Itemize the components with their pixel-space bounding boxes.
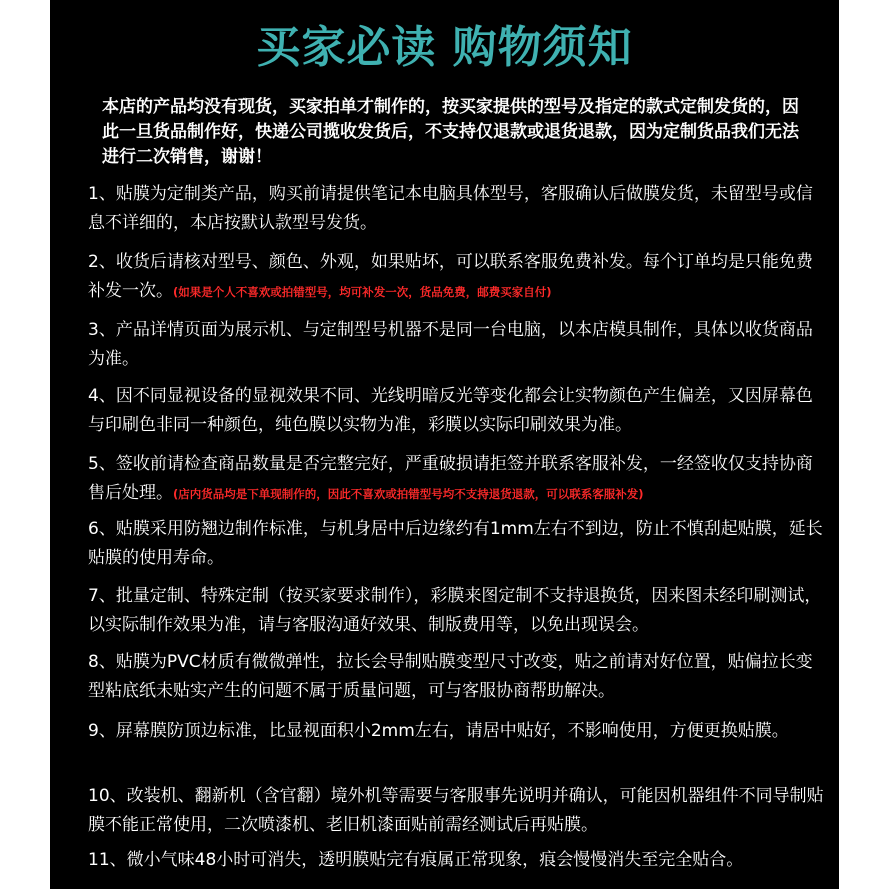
item-text: 5、签收前请检查商品数量是否完整完好，严重破损请拒签并联系客服补发，一经签收仅支持协商售后处理。: [88, 454, 813, 503]
item-note: (如果是个人不喜欢或拍错型号，均可补发一次，货品免费，邮费买家自付): [173, 285, 552, 299]
item-text: 8、贴膜为PVC材质有微微弹性，拉长会导制贴膜变型尺寸改变，贴之前请对好位置，贴偏拉长变型粘底纸未贴实产生的问题不属于质量问题，可与客服协商帮助解决。: [88, 652, 813, 701]
item-text: 6、贴膜采用防翘边制作标准，与机身居中后边缘约有1mm左右不到边，防止不慎刮起贴膜，延长贴膜的使用寿命。: [88, 519, 823, 568]
item-text: 7、批量定制、特殊定制（按买家要求制作），彩膜来图定制不支持退换货，因来图未经印刷测试，以实际制作效果为准，请与客服沟通好效果、制版费用等，以免出现误会。: [88, 586, 822, 635]
item-text: 3、产品详情页面为展示机、与定制型号机器不是同一台电脑，以本店模具制作，具体以收货商品为准。: [88, 320, 813, 369]
notice-item-10: [88, 782, 828, 840]
item-text: 9、屏幕膜防顶边标准，比显视面积小2mm左右，请居中贴好，不影响使用，方便更换贴膜。: [88, 721, 789, 741]
notice-item-1: [88, 180, 828, 238]
notice-item-4: [88, 382, 828, 440]
notice-item-2: [88, 248, 828, 307]
item-note: (店内货品均是下单现制作的，因此不喜欢或拍错型号均不支持退货退款，可以联系客服补发): [173, 487, 644, 501]
notice-panel: [50, 0, 839, 889]
page-title: 买家必读 购物须知: [256, 22, 633, 73]
notice-item-9: [88, 717, 828, 746]
notice-item-11: [88, 846, 828, 875]
notice-item-7: [88, 582, 828, 640]
notice-item-6: [88, 515, 828, 573]
notice-item-8: [88, 648, 828, 706]
item-text: 11、微小气味48小时可消失，透明膜贴完有痕属正常现象，痕会慢慢消失至完全贴合。: [88, 850, 744, 870]
item-text: 10、改装机、翻新机（含官翻）境外机等需要与客服事先说明并确认，可能因机器组件不同导制贴膜不能正常使用，二次喷漆机、老旧机漆面贴前需经测试后再贴膜。: [88, 786, 824, 835]
notice-item-3: [88, 316, 828, 374]
notice-item-5: [88, 450, 828, 509]
intro-paragraph: 本店的产品均没有现货，买家拍单才制作的，按买家提供的型号及指定的款式定制发货的，因此一旦货品制作好，快递公司揽收发货后，不支持仅退款或退货退款，因为定制货品我们无法进行二次销售，谢谢！: [102, 97, 799, 167]
item-text: 2、收货后请核对型号、颜色、外观，如果贴坏，可以联系客服免费补发。每个订单均是只能免费补发一次。: [88, 252, 813, 301]
item-text: 4、因不同显视设备的显视效果不同、光线明暗反光等变化都会让实物颜色产生偏差，又因屏幕色与印刷色非同一种颜色，纯色膜以实物为准，彩膜以实际印刷效果为准。: [88, 386, 813, 435]
item-text: 1、贴膜为定制类产品，购买前请提供笔记本电脑具体型号，客服确认后做膜发货，未留型号或信息不详细的，本店按默认款型号发货。: [88, 184, 813, 233]
